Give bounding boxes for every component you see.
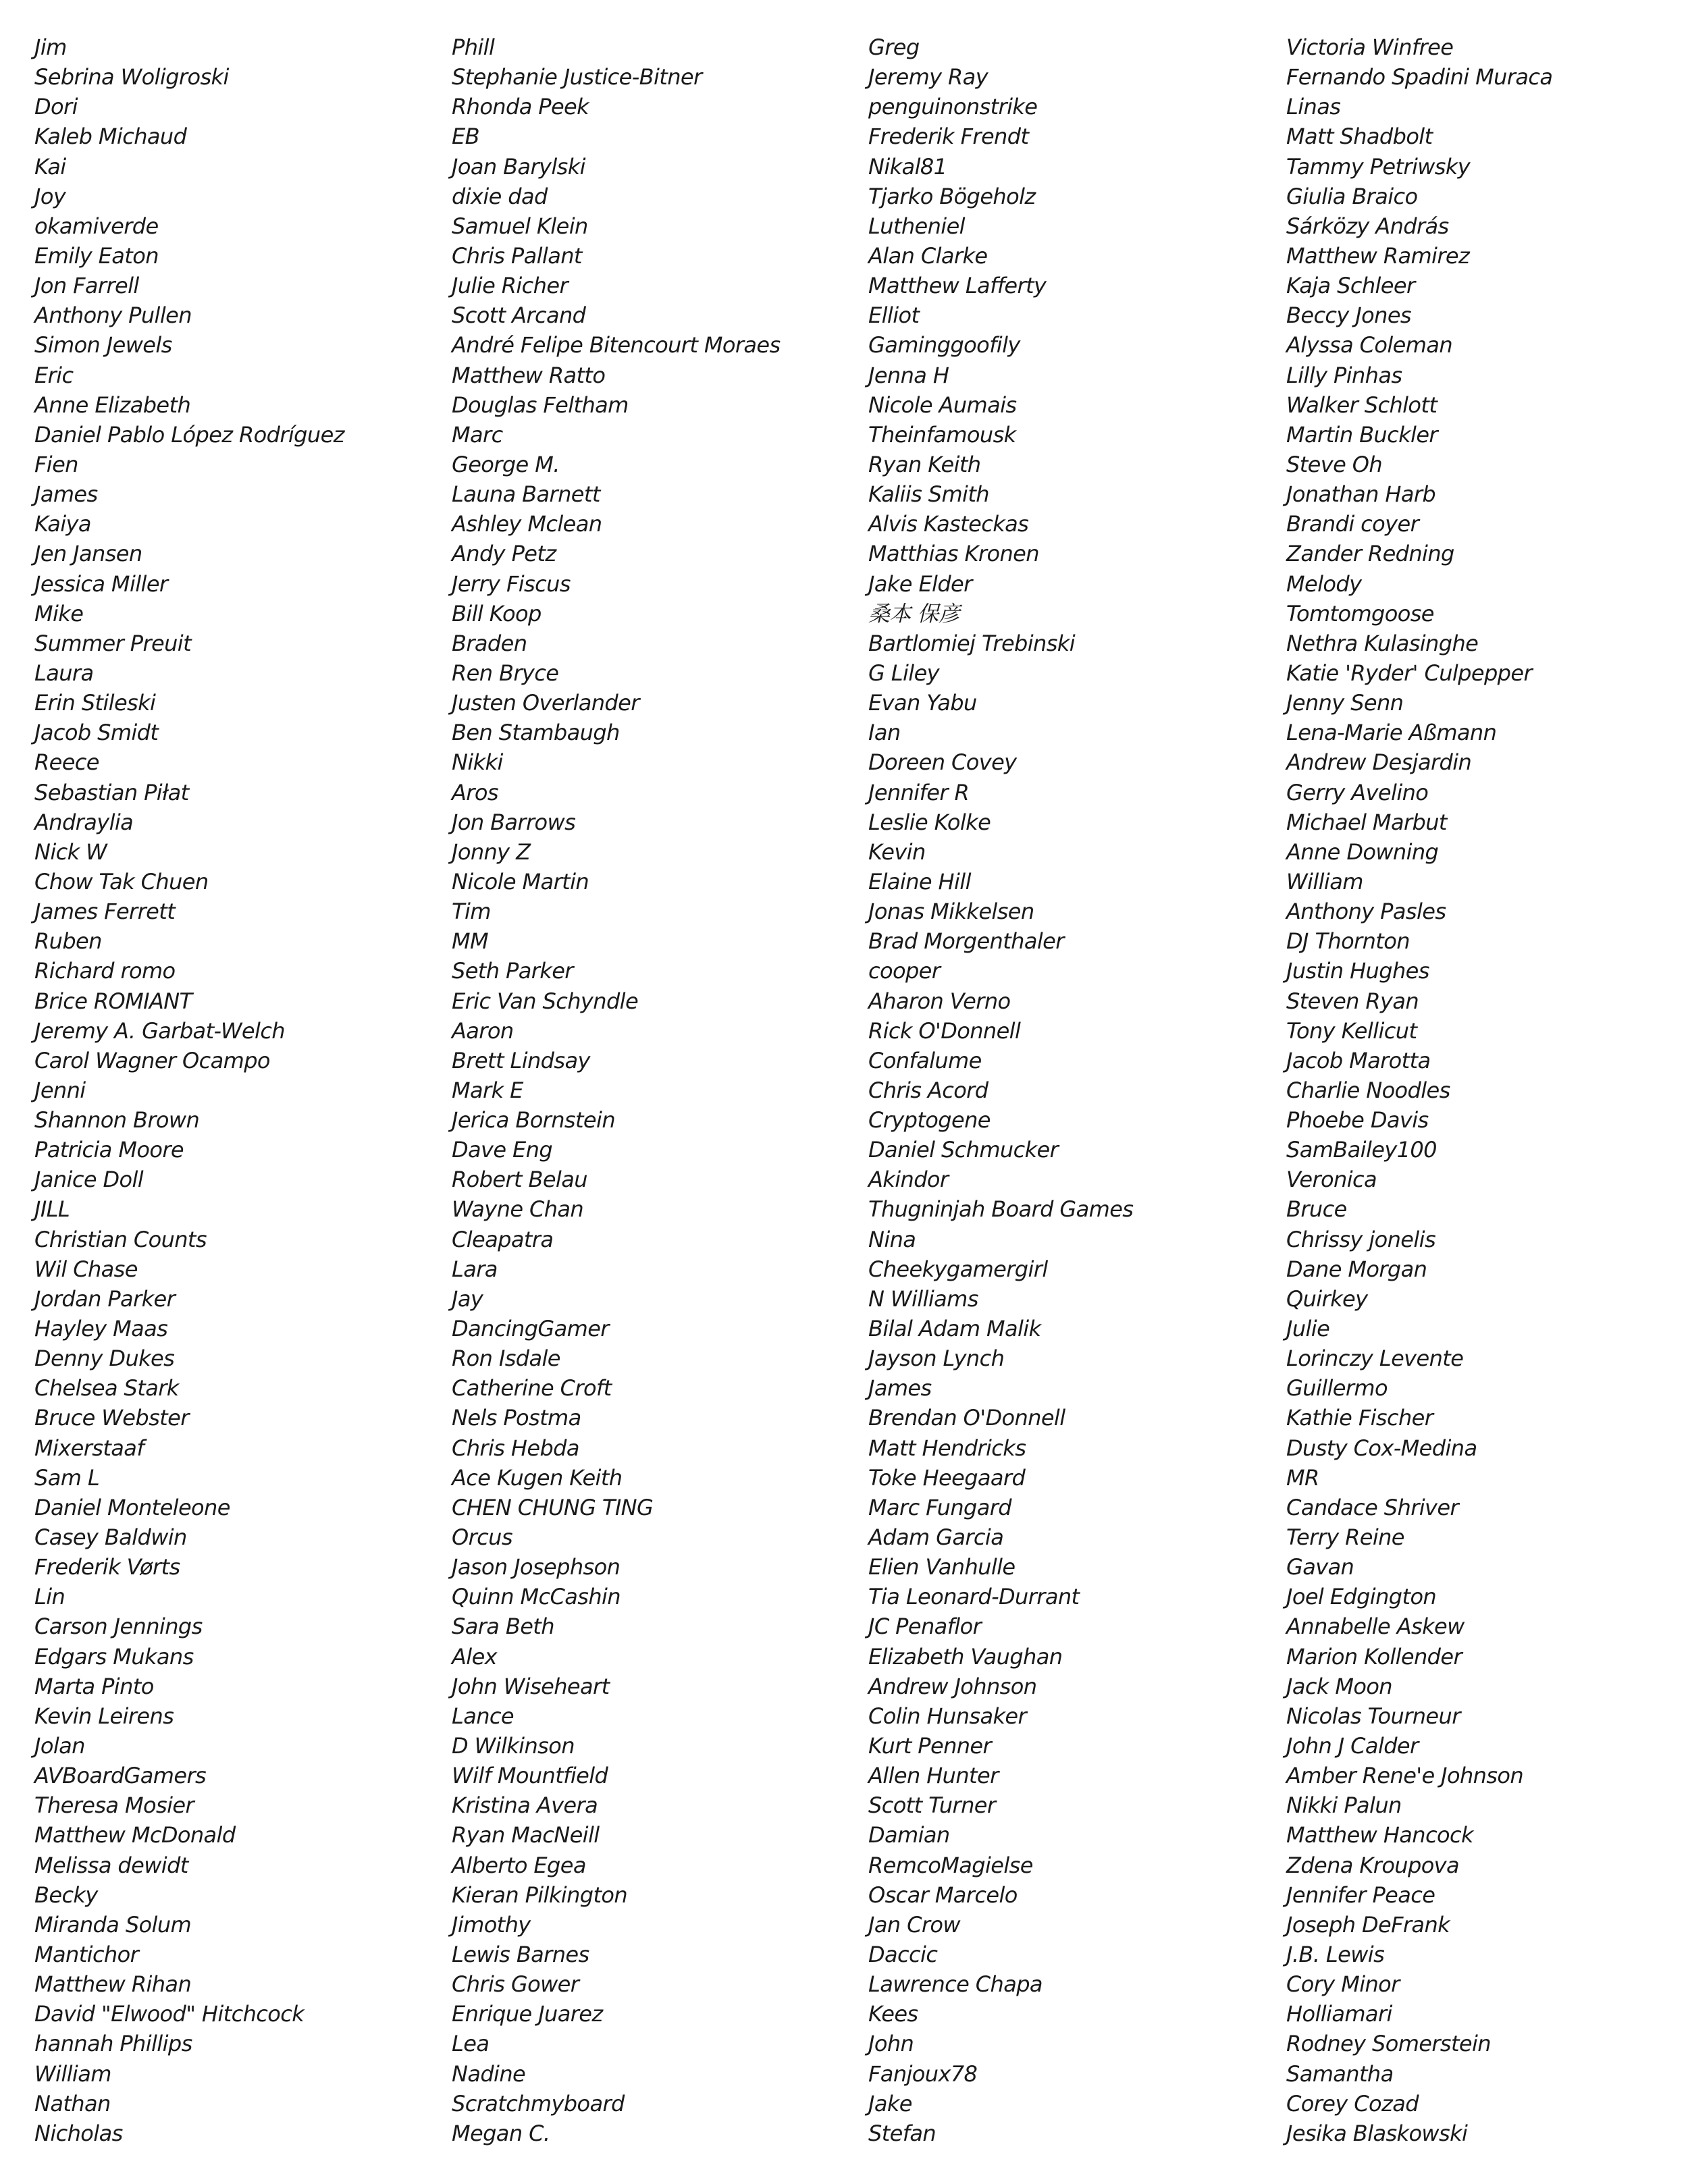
backer-name: Launa Barnett	[452, 481, 600, 508]
backer-name: Nicole Martin	[452, 868, 589, 895]
backer-name: Greg	[868, 34, 920, 60]
backer-name: Samantha	[1286, 2060, 1394, 2087]
backer-name: Braden	[452, 630, 527, 656]
backer-name: Jimothy	[452, 1911, 531, 1938]
backer-name: Matthew Rihan	[34, 1971, 192, 1998]
backer-name: Catherine Croft	[452, 1375, 612, 1402]
backer-name: Shannon Brown	[34, 1107, 200, 1134]
backer-name: Jan Crow	[868, 1911, 960, 1938]
backer-name: Simon Jewels	[34, 332, 172, 358]
backer-name: Lilly Pinhas	[1286, 362, 1402, 388]
backer-name: Jacob Marotta	[1286, 1047, 1431, 1073]
backer-name: Giulia Braico	[1286, 183, 1418, 209]
backer-name: J.B. Lewis	[1286, 1942, 1385, 1967]
backer-name: Aaron	[452, 1017, 514, 1044]
backer-name: Scratchmyboard	[452, 2090, 625, 2116]
backer-name: Quirkey	[1286, 1285, 1368, 1312]
backer-name: JILL	[34, 1196, 70, 1223]
backer-name: Patricia Moore	[34, 1137, 184, 1163]
backer-name: Summer Preuit	[34, 630, 192, 656]
backer-name: Terry Reine	[1286, 1524, 1404, 1551]
backer-name: Phill	[452, 34, 495, 60]
backer-name: Justen Overlander	[452, 690, 639, 716]
backer-name: James	[868, 1375, 932, 1402]
backer-name: Kaliis Smith	[868, 481, 989, 508]
backer-name: Guillermo	[1286, 1375, 1388, 1402]
backer-name: Joseph DeFrank	[1286, 1911, 1450, 1938]
backer-name: Veronica	[1286, 1167, 1377, 1193]
backer-name: Tony Kellicut	[1286, 1017, 1417, 1044]
backer-name: G Liley	[868, 660, 940, 686]
backer-name: Jessica Miller	[34, 570, 168, 597]
backer-name: Oscar Marcelo	[868, 1882, 1018, 1908]
backer-name: Wilf Mountfield	[452, 1763, 608, 1789]
backer-name: Julie Richer	[452, 273, 569, 299]
backer-name: Scott Arcand	[452, 302, 586, 329]
backer-name: Anthony Pullen	[34, 302, 192, 329]
name-column-1	[34, 32, 344, 2148]
backer-name: Jennifer Peace	[1286, 1882, 1435, 1908]
backer-name: Stefan	[868, 2120, 937, 2146]
backer-name: Alvis Kasteckas	[868, 511, 1029, 537]
backer-name: Ren Bryce	[452, 660, 559, 686]
backer-name: Nicholas	[34, 2120, 123, 2146]
backer-name: Ryan MacNeill	[452, 1822, 600, 1848]
backer-name: Chris Pallant	[452, 242, 582, 269]
backer-name: Lin	[34, 1584, 65, 1610]
backer-name: Orcus	[452, 1524, 512, 1551]
backer-name: Damian	[868, 1822, 950, 1848]
backer-name: D Wilkinson	[452, 1733, 575, 1759]
backer-name: Brett Lindsay	[452, 1047, 590, 1073]
backer-name: Jacob Smidt	[34, 720, 159, 746]
backer-name: Quinn McCashin	[452, 1584, 621, 1610]
backer-name: Lutheniel	[868, 213, 965, 239]
backer-name: Tjarko Bögeholz	[868, 183, 1036, 209]
backer-name: Daniel Monteleone	[34, 1494, 230, 1520]
backer-name: Beccy Jones	[1286, 302, 1411, 329]
backer-name: Jenny Senn	[1286, 690, 1404, 716]
backer-name: Jesika Blaskowski	[1286, 2120, 1468, 2146]
backer-name: Julie	[1286, 1316, 1330, 1342]
backer-name: Melody	[1286, 570, 1362, 597]
backer-name: Kaleb Michaud	[34, 124, 187, 150]
backer-name: Frederik Vørts	[34, 1554, 180, 1580]
backer-name: N Williams	[868, 1285, 978, 1312]
backer-name: Nels Postma	[452, 1405, 581, 1431]
backer-name: Jake Elder	[868, 570, 972, 597]
backer-name: Tomtomgoose	[1286, 600, 1434, 627]
backer-name: Sebastian Piłat	[34, 779, 189, 805]
backer-name: Elien Vanhulle	[868, 1554, 1016, 1580]
backer-name: Allen Hunter	[868, 1763, 999, 1789]
backer-name: MM	[452, 928, 489, 955]
backer-name: Nikki	[452, 749, 503, 776]
backer-name: Reece	[34, 749, 99, 776]
backer-name: Walker Schlott	[1286, 392, 1438, 418]
backer-name: Tia Leonard-Durrant	[868, 1584, 1080, 1610]
backer-name: Adam Garcia	[868, 1524, 1004, 1551]
backer-name: Colin Hunsaker	[868, 1703, 1027, 1729]
backer-name: Mike	[34, 600, 84, 627]
backer-name: Carson Jennings	[34, 1614, 203, 1640]
backer-name: William	[1286, 868, 1363, 895]
backer-name: Nikki Palun	[1286, 1792, 1402, 1819]
backer-name: Brice ROMIANT	[34, 988, 192, 1014]
backer-name: Daniel Pablo López Rodríguez	[34, 421, 344, 448]
backer-name: Steve Oh	[1286, 451, 1383, 477]
backer-name: Chris Gower	[452, 1971, 579, 1998]
backer-name: Jen Jansen	[34, 541, 142, 567]
backer-name: Tim	[452, 899, 491, 925]
backer-name: Jonathan Harb	[1286, 481, 1436, 508]
backer-name: Kees	[868, 2001, 918, 2027]
backer-name: Nethra Kulasinghe	[1286, 630, 1479, 656]
backer-name: Jonny Z	[452, 838, 531, 865]
backer-name: 桑本 保彦	[868, 600, 960, 627]
backer-name: Evan Yabu	[868, 690, 977, 716]
backer-name: Jon Farrell	[34, 273, 139, 299]
backer-name: Gaminggoofily	[868, 332, 1020, 358]
backer-name: Samuel Klein	[452, 213, 588, 239]
backer-name: Ron Isdale	[452, 1346, 560, 1372]
backer-name: Fien	[34, 451, 78, 477]
backer-name: Fanjoux78	[868, 2060, 978, 2087]
backer-name: Nicole Aumais	[868, 392, 1017, 418]
backer-name: Thugninjah Board Games	[868, 1196, 1134, 1223]
backer-name: Marion Kollender	[1286, 1643, 1462, 1670]
backer-name: Michael Marbut	[1286, 809, 1447, 835]
backer-name: Christian Counts	[34, 1226, 207, 1252]
backer-name: Emily Eaton	[34, 242, 159, 269]
backer-name: Jordan Parker	[34, 1285, 176, 1312]
backer-name: Stephanie Justice-Bitner	[452, 64, 702, 90]
backer-name: Toke Heegaard	[868, 1464, 1026, 1491]
backer-name: Joel Edgington	[1286, 1584, 1437, 1610]
backer-name: Matthew Hancock	[1286, 1822, 1473, 1848]
backer-name: Erin Stileski	[34, 690, 156, 716]
backer-name: Chris Hebda	[452, 1435, 579, 1461]
backer-name: Ace Kugen Keith	[452, 1464, 623, 1491]
backer-name: Sebrina Woligroski	[34, 64, 229, 90]
backer-name: Jenni	[34, 1077, 86, 1103]
backer-name: Lawrence Chapa	[868, 1971, 1043, 1998]
backer-name: Nadine	[452, 2060, 526, 2087]
backer-name: Mixerstaaf	[34, 1435, 144, 1461]
backer-name: Sárközy András	[1286, 213, 1449, 239]
backer-name: Alan Clarke	[868, 242, 988, 269]
backer-name: Rhonda Peek	[452, 94, 589, 120]
backer-name: Gavan	[1286, 1554, 1354, 1580]
backer-name: Jack Moon	[1286, 1673, 1392, 1699]
backer-name: Alyssa Coleman	[1286, 332, 1453, 358]
backer-name: Gerry Avelino	[1286, 779, 1429, 805]
backer-name: Cheekygamergirl	[868, 1256, 1048, 1282]
backer-name: Matthias Kronen	[868, 541, 1039, 567]
backer-name: Joan Barylski	[452, 153, 585, 180]
backer-name: Anne Elizabeth	[34, 392, 191, 418]
backer-name: Marc Fungard	[868, 1494, 1012, 1520]
backer-name: Bruce	[1286, 1196, 1347, 1223]
backer-name: Nick W	[34, 838, 107, 865]
backer-name: Dave Eng	[452, 1137, 553, 1163]
backer-name: Matthew Ratto	[452, 362, 606, 388]
backer-name: Matthew Lafferty	[868, 273, 1047, 299]
backer-name: Seth Parker	[452, 958, 573, 984]
backer-name: Hayley Maas	[34, 1316, 168, 1342]
backer-name: Kurt Penner	[868, 1733, 992, 1759]
backer-name: Dane Morgan	[1286, 1256, 1427, 1282]
backer-name: Jake	[868, 2090, 912, 2116]
backer-name: Matt Hendricks	[868, 1435, 1026, 1461]
backer-name: Matthew Ramirez	[1286, 242, 1470, 269]
backer-name: Jason Josephson	[452, 1554, 621, 1580]
backer-name: Nicolas Tourneur	[1286, 1703, 1460, 1729]
backer-name: Jolan	[34, 1733, 85, 1759]
backer-name: Andy Petz	[452, 541, 556, 567]
backer-name: Matt Shadbolt	[1286, 124, 1433, 150]
backer-name: Tammy Petriwsky	[1286, 153, 1471, 180]
backer-name: Marc	[452, 421, 503, 448]
backer-name: Ashley Mclean	[452, 511, 602, 537]
backer-name: Jeremy Ray	[868, 64, 988, 90]
backer-name: Corey Cozad	[1286, 2090, 1419, 2116]
backer-name: Kathie Fischer	[1286, 1405, 1433, 1431]
backer-name: Becky	[34, 1882, 98, 1908]
backer-name: Zander Redning	[1286, 541, 1454, 567]
backer-name: Theinfamousk	[868, 421, 1016, 448]
backer-name: Daniel Schmucker	[868, 1137, 1059, 1163]
backer-name: Lea	[452, 2031, 490, 2057]
backer-name: Kristina Avera	[452, 1792, 598, 1819]
backer-name: Holliamari	[1286, 2001, 1392, 2027]
backer-name: Wayne Chan	[452, 1196, 584, 1223]
backer-name: Rick O'Donnell	[868, 1017, 1021, 1044]
backer-name: Martin Buckler	[1286, 421, 1438, 448]
backer-name: Bartlomiej Trebinski	[868, 630, 1076, 656]
backer-name: Sam L	[34, 1464, 100, 1491]
backer-name: Cory Minor	[1286, 1971, 1400, 1998]
backer-name: Cleapatra	[452, 1226, 554, 1252]
backer-name: Elliot	[868, 302, 920, 329]
backer-name: Bill Koop	[452, 600, 542, 627]
backer-name: Laura	[34, 660, 94, 686]
backer-name: Linas	[1286, 94, 1341, 120]
backer-name: Ben Stambaugh	[452, 720, 620, 746]
backer-name: Janice Doll	[34, 1167, 144, 1193]
backer-name: EB	[452, 124, 479, 150]
backer-name: Kaja Schleer	[1286, 273, 1415, 299]
backer-name: Miranda Solum	[34, 1911, 192, 1938]
backer-name: Katie 'Ryder' Culpepper	[1286, 660, 1533, 686]
backer-name: Elizabeth Vaughan	[868, 1643, 1063, 1670]
backer-name: Jennifer R	[868, 779, 970, 805]
backer-name: Kevin	[868, 838, 926, 865]
backer-name: Zdena Kroupova	[1286, 1852, 1460, 1878]
backer-name: okamiverde	[34, 213, 159, 239]
backer-name: Doreen Covey	[868, 749, 1017, 776]
backer-name: Nina	[868, 1226, 916, 1252]
backer-name: Ian	[868, 720, 901, 746]
backer-name: Jenna H	[868, 362, 949, 388]
backer-name: Jon Barrows	[452, 809, 576, 835]
backer-name: Rodney Somerstein	[1286, 2031, 1491, 2057]
backer-name: Lance	[452, 1703, 515, 1729]
name-column-3	[868, 32, 1133, 2148]
backer-name: Chrissy jonelis	[1286, 1226, 1436, 1252]
backer-name: Ruben	[34, 928, 102, 955]
backer-name: Kaiya	[34, 511, 91, 537]
backer-name: Andrew Johnson	[868, 1673, 1037, 1699]
backer-name: George M.	[452, 451, 560, 477]
backer-name: Enrique Juarez	[452, 2001, 603, 2027]
backer-name: Aharon Verno	[868, 988, 1011, 1014]
backer-name: William	[34, 2060, 111, 2087]
backer-name: Jerica Bornstein	[452, 1107, 615, 1134]
backer-name: Andraylia	[34, 809, 134, 835]
backer-name: Chelsea Stark	[34, 1375, 179, 1402]
backer-name: Eric	[34, 362, 74, 388]
backer-name: Cryptogene	[868, 1107, 991, 1134]
backer-name: Brandi coyer	[1286, 511, 1419, 537]
backer-name: DancingGamer	[452, 1316, 609, 1342]
backer-name: DJ Thornton	[1286, 928, 1410, 955]
backer-name: Jonas Mikkelsen	[868, 899, 1034, 925]
backer-name: Melissa dewidt	[34, 1852, 188, 1878]
backer-name: Lewis Barnes	[452, 1942, 589, 1967]
backer-name: Jay	[452, 1285, 483, 1312]
backer-name: penguinonstrike	[868, 94, 1038, 120]
backer-name: Justin Hughes	[1286, 958, 1429, 984]
backer-name: MR	[1286, 1464, 1319, 1491]
backer-name: Sara Beth	[452, 1614, 554, 1640]
backer-name: Alex	[452, 1643, 498, 1670]
backer-name: dixie dad	[452, 183, 548, 209]
backer-name: Jerry Fiscus	[452, 570, 571, 597]
backer-name: Anthony Pasles	[1286, 899, 1446, 925]
backer-name: Aros	[452, 779, 498, 805]
backer-name: Chris Acord	[868, 1077, 988, 1103]
backer-name: Joy	[34, 183, 66, 209]
backer-name: Confalume	[868, 1047, 982, 1073]
backer-name: Chow Tak Chuen	[34, 868, 209, 895]
backer-name: Andrew Desjardin	[1286, 749, 1472, 776]
backer-name: Anne Downing	[1286, 838, 1439, 865]
name-column-2	[452, 32, 781, 2148]
backer-name: Megan C.	[452, 2120, 550, 2146]
backer-name: Nathan	[34, 2090, 111, 2116]
backer-name: Carol Wagner Ocampo	[34, 1047, 270, 1073]
backer-name: Ryan Keith	[868, 451, 981, 477]
backer-name: Jeremy A. Garbat-Welch	[34, 1017, 285, 1044]
backer-name: Elaine Hill	[868, 868, 971, 895]
backer-name: Candace Shriver	[1286, 1494, 1459, 1520]
backer-name: Alberto Egea	[452, 1852, 586, 1878]
backer-name: Bruce Webster	[34, 1405, 189, 1431]
backer-name: Wil Chase	[34, 1256, 138, 1282]
backer-name: Jayson Lynch	[868, 1346, 1005, 1372]
backer-name: Victoria Winfree	[1286, 34, 1454, 60]
backer-name: Lara	[452, 1256, 498, 1282]
backer-name: CHEN CHUNG TING	[452, 1494, 654, 1520]
backer-name: Edgars Mukans	[34, 1643, 194, 1670]
backer-name: Matthew McDonald	[34, 1822, 236, 1848]
backer-name: JC Penaflor	[868, 1614, 982, 1640]
backer-name: Phoebe Davis	[1286, 1107, 1429, 1134]
backer-name: Dusty Cox-Medina	[1286, 1435, 1477, 1461]
backer-name: Casey Baldwin	[34, 1524, 187, 1551]
backer-name: Jim	[34, 34, 67, 60]
name-column-4	[1286, 32, 1552, 2148]
backer-name: SamBailey100	[1286, 1137, 1437, 1163]
backer-name: Amber Rene'e Johnson	[1286, 1763, 1524, 1789]
backer-name: Bilal Adam Malik	[868, 1316, 1041, 1342]
backer-name: Daccic	[868, 1942, 938, 1967]
backer-name: Fernando Spadini Muraca	[1286, 64, 1553, 90]
backer-name: Kevin Leirens	[34, 1703, 174, 1729]
backer-name: Richard romo	[34, 958, 176, 984]
backer-name: Lorinczy Levente	[1286, 1346, 1464, 1372]
backer-name: Dori	[34, 94, 78, 120]
backer-name: John J Calder	[1286, 1733, 1419, 1759]
backer-name: Charlie Noodles	[1286, 1077, 1450, 1103]
backer-name: Kieran Pilkington	[452, 1882, 628, 1908]
backer-name: Mark E	[452, 1077, 523, 1103]
backer-name: Brad Morgenthaler	[868, 928, 1064, 955]
backer-name: Kai	[34, 153, 66, 180]
backer-name: Akindor	[868, 1167, 949, 1193]
backer-name: Nikal81	[868, 153, 947, 180]
backer-name: Eric Van Schyndle	[452, 988, 639, 1014]
backer-name: Marta Pinto	[34, 1673, 154, 1699]
backer-name: David "Elwood" Hitchcock	[34, 2001, 305, 2027]
backer-name: John Wiseheart	[452, 1673, 610, 1699]
backer-name: Scott Turner	[868, 1792, 996, 1819]
backer-name: James	[34, 481, 98, 508]
backer-name: Douglas Feltham	[452, 392, 629, 418]
backer-name: Robert Belau	[452, 1167, 587, 1193]
backer-name: hannah Phillips	[34, 2031, 192, 2057]
backer-name: AVBoardGamers	[34, 1763, 207, 1789]
backer-name: Mantichor	[34, 1942, 139, 1967]
backer-name: Theresa Mosier	[34, 1792, 194, 1819]
backer-name: Steven Ryan	[1286, 988, 1419, 1014]
backer-name: Denny Dukes	[34, 1346, 175, 1372]
backer-name: Leslie Kolke	[868, 809, 991, 835]
backer-name: Annabelle Askew	[1286, 1614, 1465, 1640]
backer-name: Frederik Frendt	[868, 124, 1029, 150]
backer-name: John	[868, 2031, 914, 2057]
backer-name: Lena-Marie Aßmann	[1286, 720, 1497, 746]
backer-name: Brendan O'Donnell	[868, 1405, 1065, 1431]
backer-name: André Felipe Bitencourt Moraes	[452, 332, 781, 358]
backer-name: RemcoMagielse	[868, 1852, 1033, 1878]
backer-name: James Ferrett	[34, 899, 176, 925]
backer-name: cooper	[868, 958, 941, 984]
